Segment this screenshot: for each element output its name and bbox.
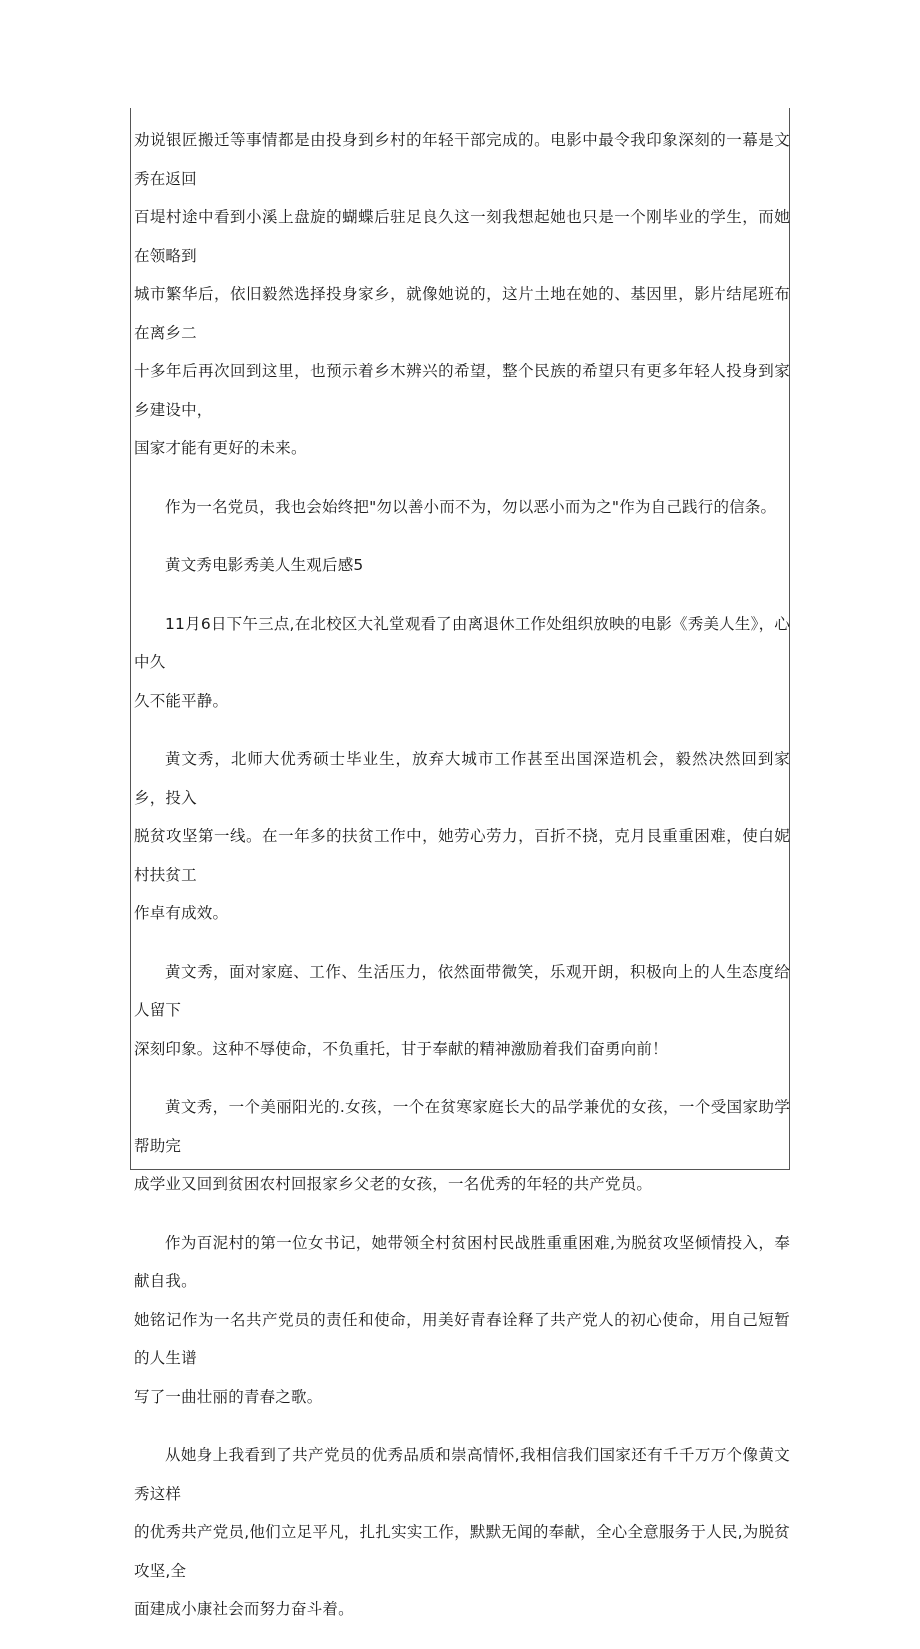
paragraph-screening <box>134 605 790 721</box>
text-line: 面建成小康社会而努力奋斗着。 <box>134 1600 354 1618</box>
paragraph-conclusion <box>134 1436 790 1629</box>
text-line: 十多年后再次回到这里，也预示着乡木辨兴的希望，整个民族的希望只有更多年轻人投身到家乡建设中， <box>134 362 790 419</box>
section-heading <box>134 546 790 585</box>
paragraph-background <box>134 740 790 933</box>
paragraph-attitude <box>134 953 790 1069</box>
text-line: 写了一曲壮丽的青春之歌。 <box>134 1387 323 1406</box>
paragraph-party-member-creed <box>134 488 790 527</box>
text-line: 作为一名党员，我也会始终把"勿以善小而不为，勿以恶小而为之"作为自己践行的信条。 <box>165 497 777 516</box>
paragraph-film-scene <box>134 121 790 468</box>
text-line: 久不能平静。 <box>134 691 229 710</box>
text-line: 从她身上我看到了共产党员的优秀品质和崇高情怀,我相信我们国家还有千千万万个像黄文秀这样 <box>134 1446 790 1503</box>
text-line: 脱贫攻坚第一线。在一年多的扶贫工作中，她劳心劳力，百折不挠，克月艮重重困难，使白妮村扶贫工 <box>134 827 790 884</box>
paragraph-village-secretary <box>134 1224 790 1417</box>
text-line: 成学业又回到贫困农村回报家乡父老的女孩，一名优秀的年轻的共产党员。 <box>134 1175 653 1193</box>
text-line: 国家才能有更好的未来。 <box>134 439 307 457</box>
text-line: 的优秀共产党员,他们立足平凡，扎扎实实工作，默默无闻的奉献，全心全意服务于人民,为脱贫攻坚,全 <box>134 1523 790 1580</box>
text-line: 黄文秀，面对家庭、工作、生活压力，依然面带微笑，乐观开朗，积极向上的人生态度给人留下 <box>134 962 790 1019</box>
text-line: 黄文秀，北师大优秀硕士毕业生，放弃大城市工作甚至出国深造机会，毅然决然回到家乡，投入 <box>134 750 790 807</box>
text-line: 深刻印象。这种不辱使命，不负重托，甘于奉献的精神激励着我们奋勇向前！ <box>134 1039 668 1058</box>
text-line: 劝说银匠搬迁等事情都是由投身到乡村的年轻干部完成的。电影中最令我印象深刻的一幕是文秀在返回 <box>134 131 790 188</box>
text-line: 城市繁华后，依旧毅然选择投身家乡，就像她说的，这片土地在她的、基因里，影片结尾班布在离乡二 <box>134 285 790 342</box>
text-line: 作卓有成效。 <box>134 904 229 922</box>
paragraph-portrait <box>134 1088 790 1204</box>
text-line: 作为百泥村的第一位女书记，她带领全村贫困村民战胜重重困难,为脱贫攻坚倾情投入，奉献自我。 <box>134 1233 790 1290</box>
text-line: 她铭记作为一名共产党员的责任和使命，用美好青春诠释了共产党人的初心使命，用自己短暂的人生谱 <box>134 1310 790 1367</box>
text-line: 11月6日下午三点,在北校区大礼堂观看了由离退休工作处组织放映的电影《秀美人生》，心中久 <box>134 614 790 671</box>
document-body <box>134 121 790 1649</box>
text-line: 黄文秀电影秀美人生观后感5 <box>165 556 364 574</box>
text-line: 黄文秀，一个美丽阳光的.女孩，一个在贫寒家庭长大的品学兼优的女孩，一个受国家助学帮助完 <box>134 1098 790 1155</box>
text-line: 百堤村途中看到小溪上盘旋的蝴蝶后驻足良久这一刻我想起她也只是一个刚毕业的学生，而她在领略到 <box>134 208 790 265</box>
